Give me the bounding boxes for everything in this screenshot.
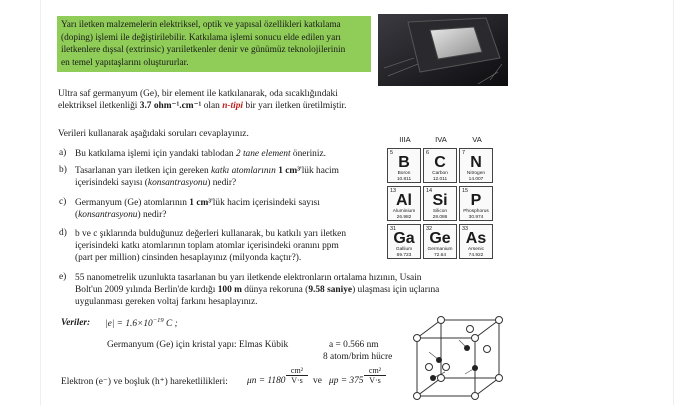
cpu-chip-image — [378, 14, 508, 86]
atomic-number: 32 — [426, 226, 433, 232]
question-text: ) nedir? — [137, 210, 167, 220]
question-text: dünya rekoruna ( — [241, 285, 309, 295]
question-b-line-2 — [75, 177, 236, 189]
problem-line-1: Ultra saf germanyum (Ge), bir element ile katkılanarak, oda sıcaklığındaki — [58, 89, 338, 99]
question-e-line-3: uygulanması gereken voltaj farkını hesaplayınız. — [75, 297, 258, 307]
question-emphasis: konsantrasyonu — [147, 178, 208, 188]
question-d-line-3: (part per million) cinsinden hesaplayınız (milyonda kaçtır?). — [75, 253, 302, 263]
element-cell-n — [459, 148, 493, 183]
element-cell-al — [387, 186, 421, 221]
question-a — [75, 148, 326, 160]
question-text: 'lük hacim içerisindeki sayısı — [211, 198, 320, 208]
crystal-structure: Germanyum (Ge) için kristal yapı: Elmas Kübik — [107, 340, 289, 350]
atomic-number: 33 — [462, 226, 469, 232]
atomic-mass: 30.974 — [468, 215, 484, 220]
question-emphasis: katkı atomlarının — [211, 166, 276, 176]
unit-numerator: cm² — [364, 366, 386, 376]
atomic-mass: 10.811 — [396, 177, 412, 182]
element-symbol: Si — [432, 192, 448, 209]
element-name: Germanium — [427, 247, 453, 252]
charge-unit: C ; — [163, 319, 178, 330]
atomic-number: 14 — [426, 188, 433, 194]
element-name: Carbon — [432, 171, 448, 176]
intro-line: iletkenlere dışsal (extrinsic) yarıiletkenler denir ve günümüz teknolojilerinin — [61, 45, 346, 56]
atomic-number: 13 — [390, 188, 397, 194]
atomic-number: 5 — [390, 150, 394, 156]
intro-paragraph — [57, 16, 371, 72]
hole-mobility: μp = 375 — [329, 376, 364, 386]
question-bold: 100 m — [217, 285, 242, 295]
element-symbol: Al — [396, 192, 412, 209]
lattice-constant: a = 0.566 nm — [329, 340, 379, 350]
question-bold: 1 cm³ — [189, 198, 212, 208]
question-c-line-1 — [75, 197, 320, 209]
question-e-line-2 — [75, 284, 439, 296]
question-b-label: b) — [59, 165, 67, 175]
group-label: VA — [472, 135, 482, 144]
question-d-label: d) — [59, 228, 67, 238]
electron-mobility: μn = 1180 — [247, 376, 286, 386]
question-bold: 1 cm³ — [275, 166, 300, 176]
question-c-label: c) — [59, 197, 67, 207]
element-cell-as — [459, 224, 493, 259]
element-name: Aluminium — [392, 209, 416, 214]
mobility-label: Elektron (e⁻) ve boşluk (h⁺) hareketlilikleri: — [61, 377, 228, 387]
question-c-line-2 — [75, 209, 166, 221]
problem-text: elektriksel iletkenliği — [58, 101, 140, 111]
question-text: ( — [75, 210, 79, 220]
question-text: Bolt'un 2009 yılında Berlin'de kırdığı — [75, 285, 218, 295]
unit-numerator: cm² — [286, 366, 308, 376]
element-symbol: As — [465, 230, 487, 247]
question-emphasis: 2 tane element — [235, 149, 291, 159]
question-bold: 9.58 saniye — [308, 285, 353, 295]
element-symbol: Ga — [393, 230, 415, 247]
question-text: içerisindeki sayısı ( — [75, 178, 148, 188]
element-symbol: Ge — [429, 230, 451, 247]
charge-value: |e| = 1.6×10 — [105, 319, 153, 330]
intro-line: Yarı iletken malzemelerin elektriksel, optik ve yapısal özellikleri katkılama — [61, 20, 341, 30]
diamond-cubic-diagram — [409, 316, 505, 405]
element-cell-si — [423, 186, 457, 221]
group-label: IIIA — [399, 135, 411, 144]
problem-text: olan — [201, 101, 223, 111]
element-symbol: C — [434, 154, 446, 171]
element-symbol: B — [398, 154, 410, 171]
question-text: Bu katkılama işlemi için yandaki tablodan — [75, 149, 236, 159]
question-emphasis: konsantrasyonu — [78, 210, 138, 220]
intro-line: en temel yapıtaşlarını oluştururlar. — [61, 57, 189, 68]
element-cell-b — [387, 148, 421, 183]
element-name: Arsenic — [468, 247, 484, 252]
element-name: Silicon — [432, 209, 448, 214]
intro-line: (doping) işlemi ile değiştirilebilir. Katkılama işlemi sonucu elde edilen yarı — [61, 32, 341, 43]
document-page — [40, 0, 674, 405]
electron-charge — [105, 317, 178, 329]
given-label: Veriler: — [61, 318, 91, 328]
element-cell-p — [459, 186, 493, 221]
question-d-line-2: içerisindeki katkı atomlarının toplam atomlar içerisindeki oranını ppm — [75, 241, 339, 251]
charge-exponent: −19 — [152, 317, 164, 324]
unit-denominator: V·s — [369, 376, 381, 385]
problem-text: bir yarı iletken üretilmiştir. — [243, 101, 347, 111]
mobility-unit-n — [286, 366, 308, 385]
atomic-mass: 74.922 — [468, 253, 484, 258]
element-name: Gallium — [395, 247, 413, 252]
question-d-line-1: b ve c şıklarında bulduğunuz değerleri kullanarak, bu katkılı yarı iletken — [75, 229, 347, 239]
question-text: Tasarlanan yarı iletken için gereken — [75, 166, 211, 176]
question-e-line-1: 55 nanometrelik uzunlukta tasarlanan bu yarı iletkende elektronların ortalama hızının, Usain — [75, 273, 422, 283]
semiconductor-type: n-tipi — [222, 101, 244, 111]
atomic-number: 31 — [390, 226, 397, 232]
mobility-unit-p — [364, 366, 386, 385]
element-symbol: N — [470, 154, 482, 171]
atoms-per-cell: 8 atom/brim hücre — [323, 352, 393, 362]
element-symbol: P — [470, 192, 482, 209]
question-text: Germanyum (Ge) atomlarının — [75, 198, 190, 208]
atomic-number: 7 — [462, 150, 466, 156]
atomic-mass: 69.723 — [396, 253, 412, 258]
atomic-number: 6 — [426, 150, 430, 156]
element-cell-ga — [387, 224, 421, 259]
mobility-and: ve — [313, 376, 322, 386]
atomic-number: 15 — [462, 188, 469, 194]
atomic-mass: 14.007 — [468, 177, 484, 182]
question-b-line-1 — [75, 165, 339, 177]
element-name: Boron — [397, 171, 411, 176]
element-cell-c — [423, 148, 457, 183]
question-intro: Verileri kullanarak aşağıdaki soruları cevaplayınız. — [58, 129, 249, 139]
unit-denominator: V·s — [291, 376, 303, 385]
question-text: ) ulaşması için uçlarına — [352, 285, 440, 295]
atomic-mass: 12.011 — [432, 177, 448, 182]
question-a-label: a) — [59, 148, 67, 158]
problem-line-2 — [58, 100, 346, 112]
group-label: IVA — [435, 135, 447, 144]
element-name: Phosphorus — [463, 209, 489, 214]
atomic-mass: 28.086 — [432, 215, 448, 220]
atomic-mass: 26.982 — [396, 215, 412, 220]
element-cell-ge — [423, 224, 457, 259]
question-e-label: e) — [59, 272, 67, 282]
element-name: Nitrogen — [466, 171, 486, 176]
question-text: öneriniz. — [290, 149, 326, 159]
atomic-mass: 72.64 — [433, 253, 446, 258]
question-text: ) nedir? — [207, 178, 237, 188]
question-text: 'lük hacim — [300, 166, 339, 176]
conductivity-value: 3.7 ohm⁻¹.cm⁻¹ — [139, 101, 202, 111]
